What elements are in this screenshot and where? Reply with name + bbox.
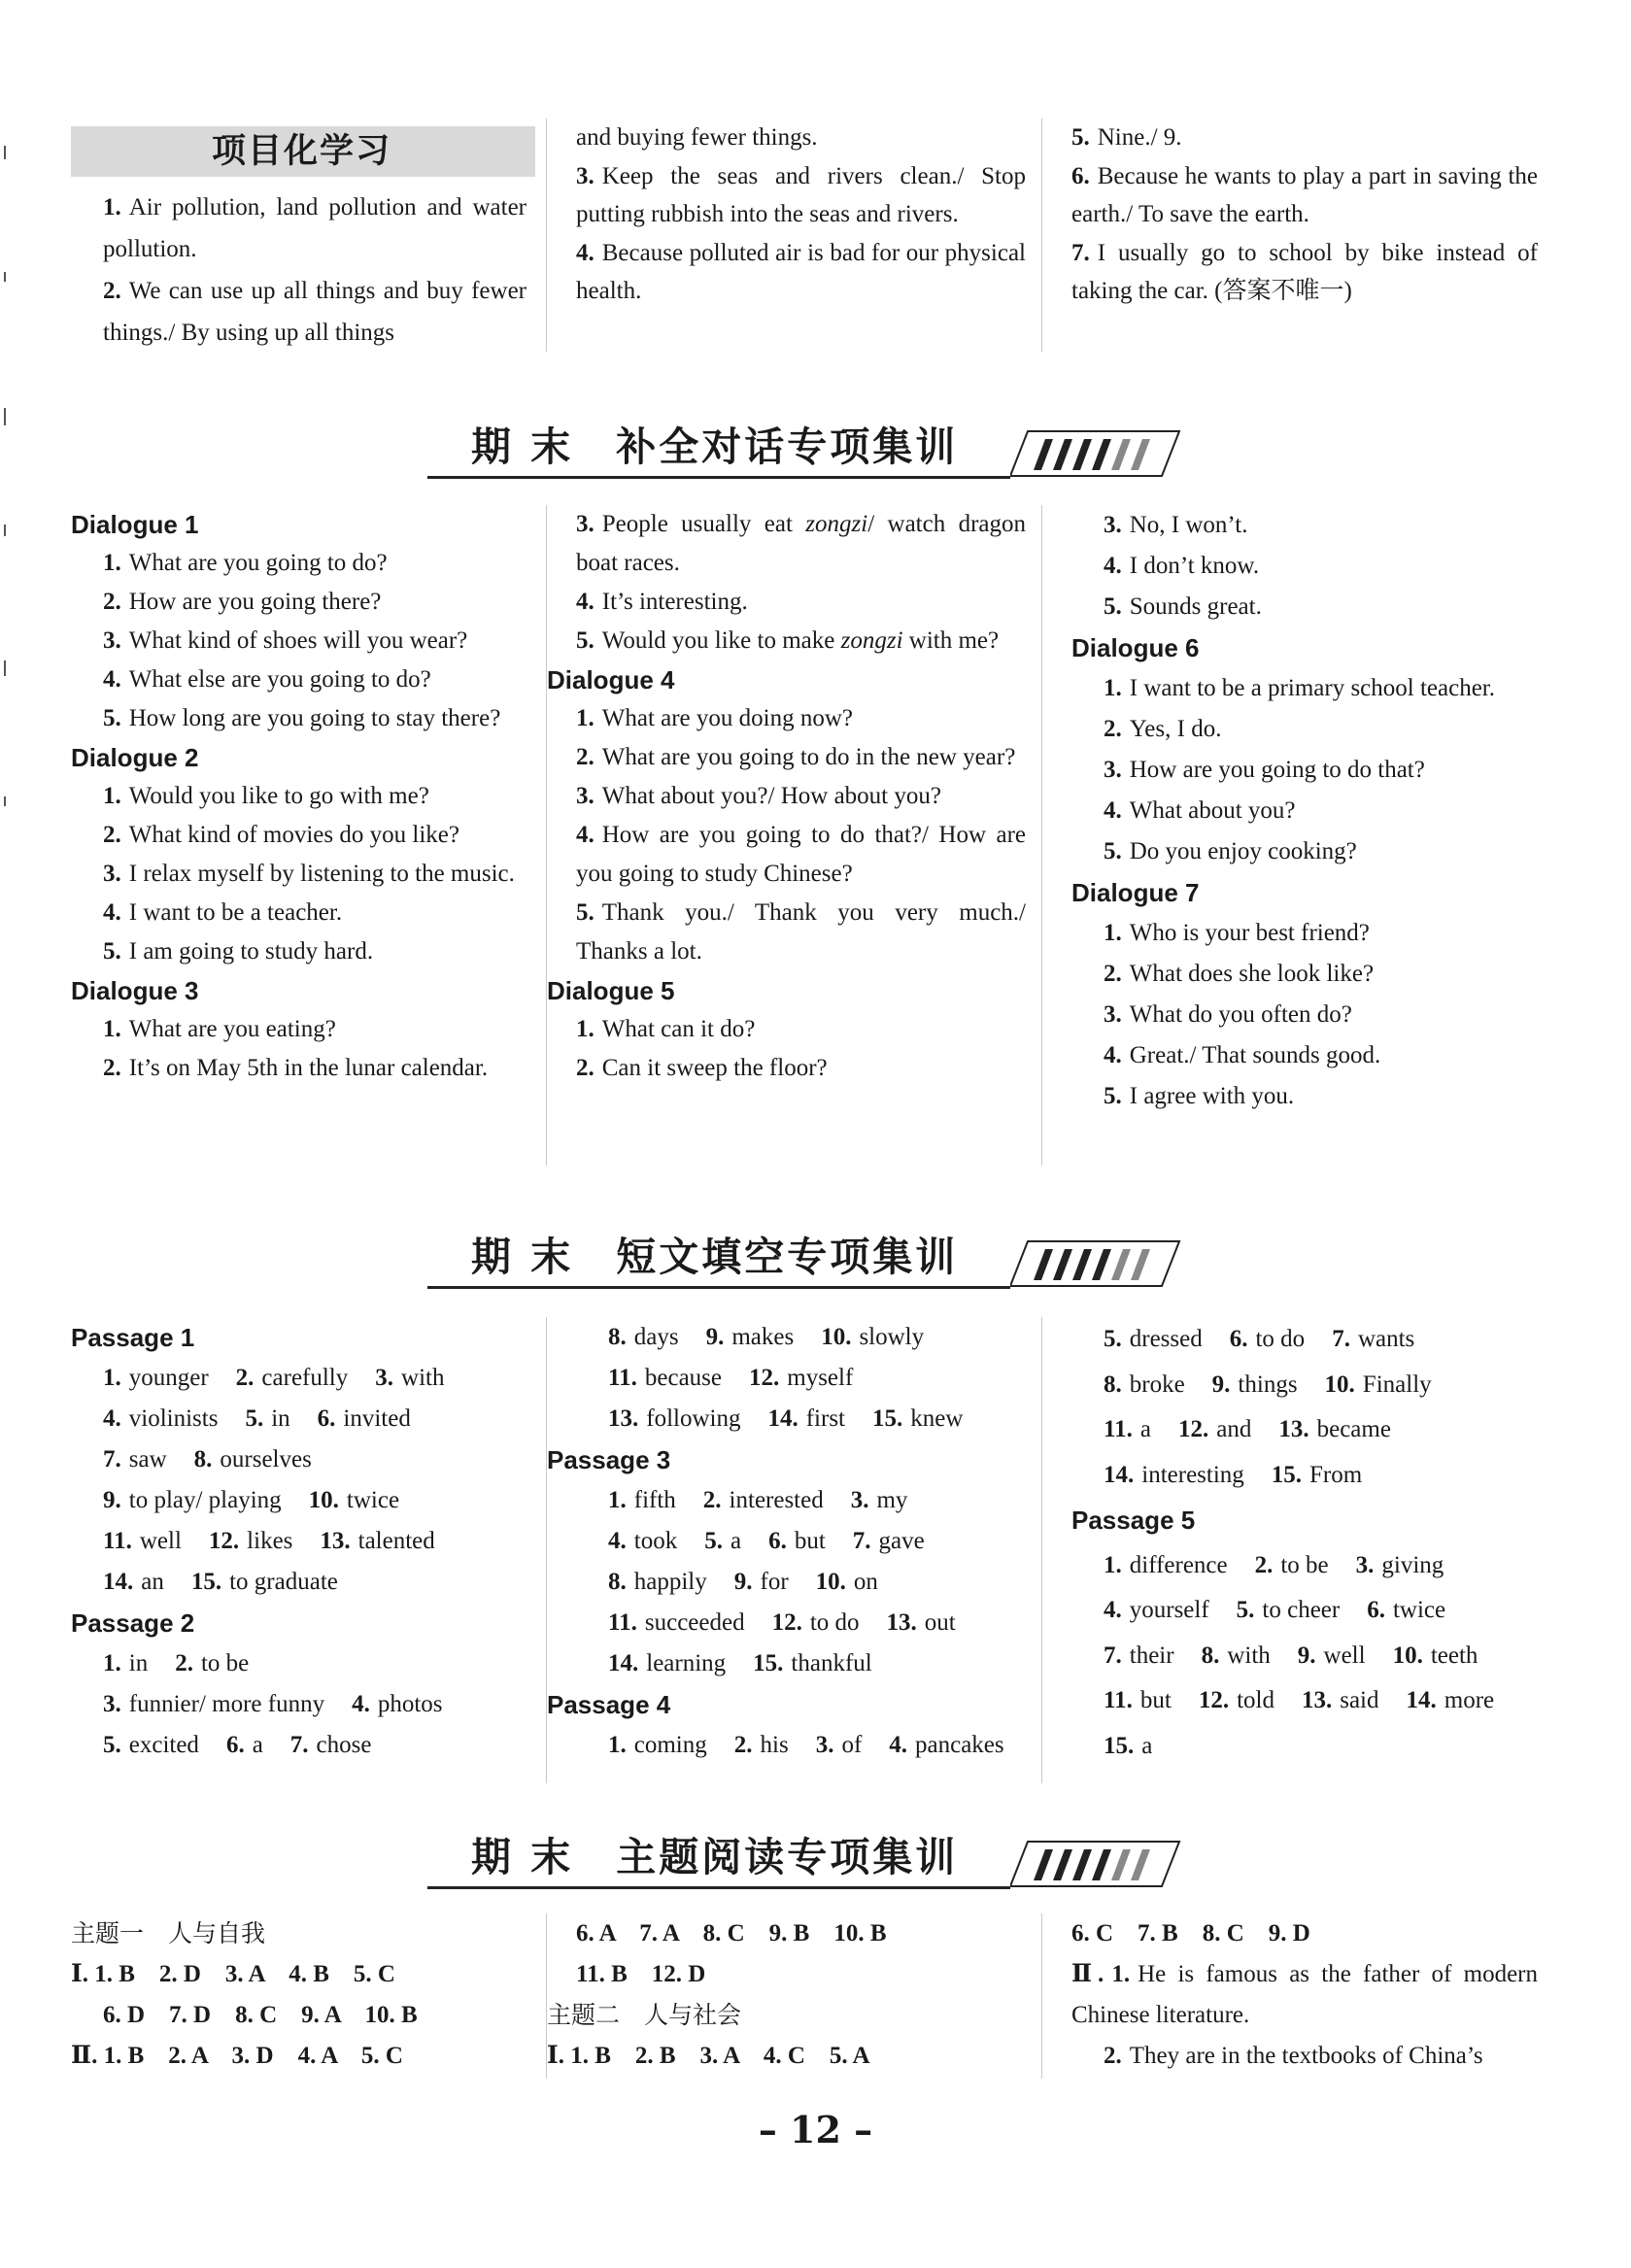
list-item: 1. I want to be a primary school teacher.	[1104, 675, 1495, 701]
page-number: – 12 –	[758, 2108, 873, 2151]
answer-line: 4. took 5. a 6. but 7. gave	[608, 1528, 925, 1554]
answer-line: 15. a	[1104, 1732, 1153, 1759]
list-item: 4. What else are you going to do?	[103, 666, 431, 693]
list-item: 3. How are you going to do that?	[1104, 757, 1425, 783]
list-item: 4. I don’t know.	[1104, 553, 1260, 579]
passage-4-lines-cont	[1071, 1317, 1547, 1498]
dialogue-5-label: Dialogue 5	[547, 976, 675, 1005]
reading-section-title: 期 末 主题阅读专项集训	[471, 1834, 959, 1880]
passage-2-lines	[71, 1643, 527, 1766]
list-item: 5. How long are you going to stay there?	[103, 705, 501, 731]
list-item: 11. B 12. D	[576, 1961, 706, 1987]
passage-1-label: Passage 1	[71, 1323, 195, 1352]
list-item: 2. How are you going there?	[103, 589, 382, 615]
list-item: 2. What are you going to do in the new year?	[576, 744, 1016, 770]
passage-5-label: Passage 5	[1071, 1506, 1196, 1535]
reading-col-3	[1042, 1913, 1547, 2079]
list-item: 2. It’s on May 5th in the lunar calendar.	[103, 1055, 489, 1081]
project-answer-2-cont: and buying fewer things.	[576, 124, 818, 151]
dialogue-answers	[71, 505, 1547, 1166]
dialogue-2-label: Dialogue 2	[71, 743, 199, 772]
answer-line: 1. coming 2. his 3. of 4. pancakes	[608, 1732, 1004, 1758]
dialogue-section-header	[427, 420, 1185, 478]
answer-line: 11. but 12. told 13. said 14. more	[1104, 1687, 1495, 1713]
list-item: 6. D 7. D 8. C 9. A 10. B	[103, 2002, 418, 2028]
dialogue-6-label: Dialogue 6	[1071, 633, 1200, 662]
list-item: 1. What are you eating?	[103, 1016, 336, 1042]
project-answer-2: 2. We can use up all things and buy fewer things./ By using up all things	[103, 278, 527, 346]
answer-line: 5. excited 6. a 7. chose	[103, 1732, 372, 1758]
list-item: 3. People usually eat zongzi/ watch dragon boat races.	[576, 511, 1026, 576]
list-item: 3. No, I won’t.	[1104, 512, 1248, 538]
answer-line: 1. younger 2. carefully 3. with	[103, 1365, 445, 1391]
list-item: 1. Who is your best friend?	[1104, 920, 1370, 946]
reading-answers	[71, 1913, 1547, 2079]
list-item: Ⅰ. 1. B 2. D 3. A 4. B 5. C	[71, 1961, 395, 1987]
list-item: 4. Great./ That sounds good.	[1104, 1042, 1381, 1068]
list-item: 6. C 7. B 8. C 9. D	[1071, 1920, 1310, 1946]
list-item: 5. Thank you./ Thank you very much./ Thanks a lot.	[576, 899, 1026, 965]
answer-line: 13. following 14. first 15. knew	[608, 1405, 964, 1432]
answer-line: 1. fifth 2. interested 3. my	[608, 1487, 908, 1513]
project-col-2	[547, 118, 1042, 352]
binding-edge-marks	[0, 117, 14, 913]
passage-1-lines	[71, 1358, 527, 1603]
list-item: 5. Sounds great.	[1104, 593, 1262, 620]
answer-line: 7. saw 8. ourselves	[103, 1446, 312, 1473]
answer-line: 1. in 2. to be	[103, 1650, 250, 1676]
dialogue-section-title: 期 末 补全对话专项集训	[471, 423, 959, 470]
answer-line: 5. dressed 6. to do 7. wants	[1104, 1326, 1415, 1352]
list-item: 2. Can it sweep the floor?	[576, 1055, 828, 1081]
passage-3-label: Passage 3	[547, 1445, 671, 1474]
dialogue-col-1	[71, 505, 547, 1166]
project-answers	[71, 118, 1547, 352]
answer-line: 9. to play/ playing 10. twice	[103, 1487, 400, 1513]
project-learning-title: 项目化学习	[71, 126, 535, 177]
answer-line: 8. broke 9. things 10. Finally	[1104, 1371, 1432, 1398]
passage-2-label: Passage 2	[71, 1608, 195, 1638]
answer-line: 8. happily 9. for 10. on	[608, 1569, 878, 1595]
passage-3-lines	[576, 1480, 1026, 1684]
list-item: 5. I agree with you.	[1104, 1083, 1295, 1109]
list-item: Ⅱ. 1. B 2. A 3. D 4. A 5. C	[71, 2043, 403, 2069]
list-item: 4. What about you?	[1104, 797, 1296, 824]
answer-line: 14. learning 15. thankful	[608, 1650, 872, 1676]
answer-line: 14. an 15. to graduate	[103, 1569, 338, 1595]
list-item: 6. A 7. A 8. C 9. B 10. B	[576, 1920, 887, 1946]
list-item: 4. I want to be a teacher.	[103, 899, 343, 926]
project-answer-4: 4. Because polluted air is bad for our physical health.	[576, 239, 1026, 304]
answer-line: 8. days 9. makes 10. slowly	[608, 1324, 925, 1350]
dialogue-7-label: Dialogue 7	[1071, 878, 1200, 907]
project-answer-5: 5. Nine./ 9.	[1071, 124, 1182, 151]
list-item: 2. Yes, I do.	[1104, 716, 1222, 742]
list-item: 1. What are you doing now?	[576, 705, 854, 731]
passage-col-3	[1042, 1317, 1547, 1783]
passage-col-1	[71, 1317, 547, 1783]
theme-2-label: 主题二 人与社会	[547, 2001, 742, 2029]
list-item: 2. What kind of movies do you like?	[103, 822, 459, 848]
list-item: 3. What kind of shoes will you wear?	[103, 627, 468, 654]
passage-4-label: Passage 4	[547, 1690, 671, 1719]
answer-line: 3. funnier/ more funny 4. photos	[103, 1691, 443, 1717]
reading-col-2	[547, 1913, 1042, 2079]
list-item: 5. Would you like to make zongzi with me?	[576, 627, 1000, 654]
project-col-3	[1042, 118, 1547, 352]
list-item: 4. How are you going to do that?/ How are you going to study Chinese?	[576, 822, 1026, 887]
passage-2-lines-cont	[576, 1317, 1026, 1439]
passage-section-header	[427, 1230, 1185, 1288]
answer-line: 14. interesting 15. From	[1104, 1461, 1363, 1488]
list-item: Ⅰ. 1. B 2. B 3. A 4. C 5. A	[547, 2043, 870, 2069]
list-item: 5. Do you enjoy cooking?	[1104, 838, 1357, 864]
dialogue-3-label: Dialogue 3	[71, 976, 199, 1005]
passage-col-2	[547, 1317, 1042, 1783]
answer-line: 11. succeeded 12. to do 13. out	[608, 1609, 956, 1636]
reading-section-header	[427, 1830, 1185, 1888]
answer-line: 11. because 12. myself	[608, 1365, 854, 1391]
passage-4-lines	[576, 1725, 1026, 1766]
project-col-1	[71, 118, 547, 352]
list-item: 3. What do you often do?	[1104, 1001, 1352, 1028]
stripe-decoration-icon	[1010, 1838, 1185, 1890]
reading-col-1	[71, 1913, 547, 2079]
answer-line: 1. difference 2. to be 3. giving	[1104, 1551, 1444, 1578]
answer-line: 7. their 8. with 9. well 10. teeth	[1104, 1642, 1478, 1669]
project-answer-7: 7. I usually go to school by bike instead of taking the car. (答案不唯一)	[1071, 239, 1538, 304]
answer-line: 11. well 12. likes 13. talented	[103, 1528, 435, 1554]
list-item: 4. It’s interesting.	[576, 589, 748, 615]
answer-line: 11. a 12. and 13. became	[1104, 1416, 1391, 1442]
project-answer-6: 6. Because he wants to play a part in saving the earth./ To save the earth.	[1071, 162, 1538, 227]
passage-5-lines	[1071, 1543, 1547, 1770]
dialogue-col-2	[547, 505, 1042, 1166]
section-underline	[427, 1286, 1010, 1289]
list-item: Ⅱ. 1. He is famous as the father of modern Chinese literature.	[1071, 1961, 1538, 2028]
list-item: 1. What are you going to do?	[103, 550, 388, 576]
section-underline	[427, 476, 1010, 479]
dialogue-col-3	[1042, 505, 1547, 1166]
dialogue-4-label: Dialogue 4	[547, 665, 675, 694]
list-item: 2. They are in the textbooks of China’s	[1104, 2043, 1483, 2069]
dialogue-1-label: Dialogue 1	[71, 510, 199, 539]
list-item: 3. What about you?/ How about you?	[576, 783, 941, 809]
passage-answers	[71, 1317, 1547, 1783]
stripe-decoration-icon	[1010, 427, 1185, 480]
passage-section-title: 期 末 短文填空专项集训	[471, 1234, 959, 1280]
list-item: 1. Would you like to go with me?	[103, 783, 429, 809]
project-answer-3: 3. Keep the seas and rivers clean./ Stop putting rubbish into the seas and rivers.	[576, 162, 1026, 227]
answer-line: 4. yourself 5. to cheer 6. twice	[1104, 1597, 1446, 1623]
list-item: 3. I relax myself by listening to the music.	[103, 861, 515, 887]
list-item: 5. I am going to study hard.	[103, 938, 374, 965]
list-item: 1. What can it do?	[576, 1016, 756, 1042]
theme-1-label: 主题一 人与自我	[71, 1919, 266, 1947]
list-item: 2. What does she look like?	[1104, 961, 1375, 987]
stripe-decoration-icon	[1010, 1237, 1185, 1290]
answer-line: 4. violinists 5. in 6. invited	[103, 1405, 411, 1432]
section-underline	[427, 1886, 1010, 1889]
project-answer-1: 1. Air pollution, land pollution and water pollution.	[103, 194, 527, 262]
